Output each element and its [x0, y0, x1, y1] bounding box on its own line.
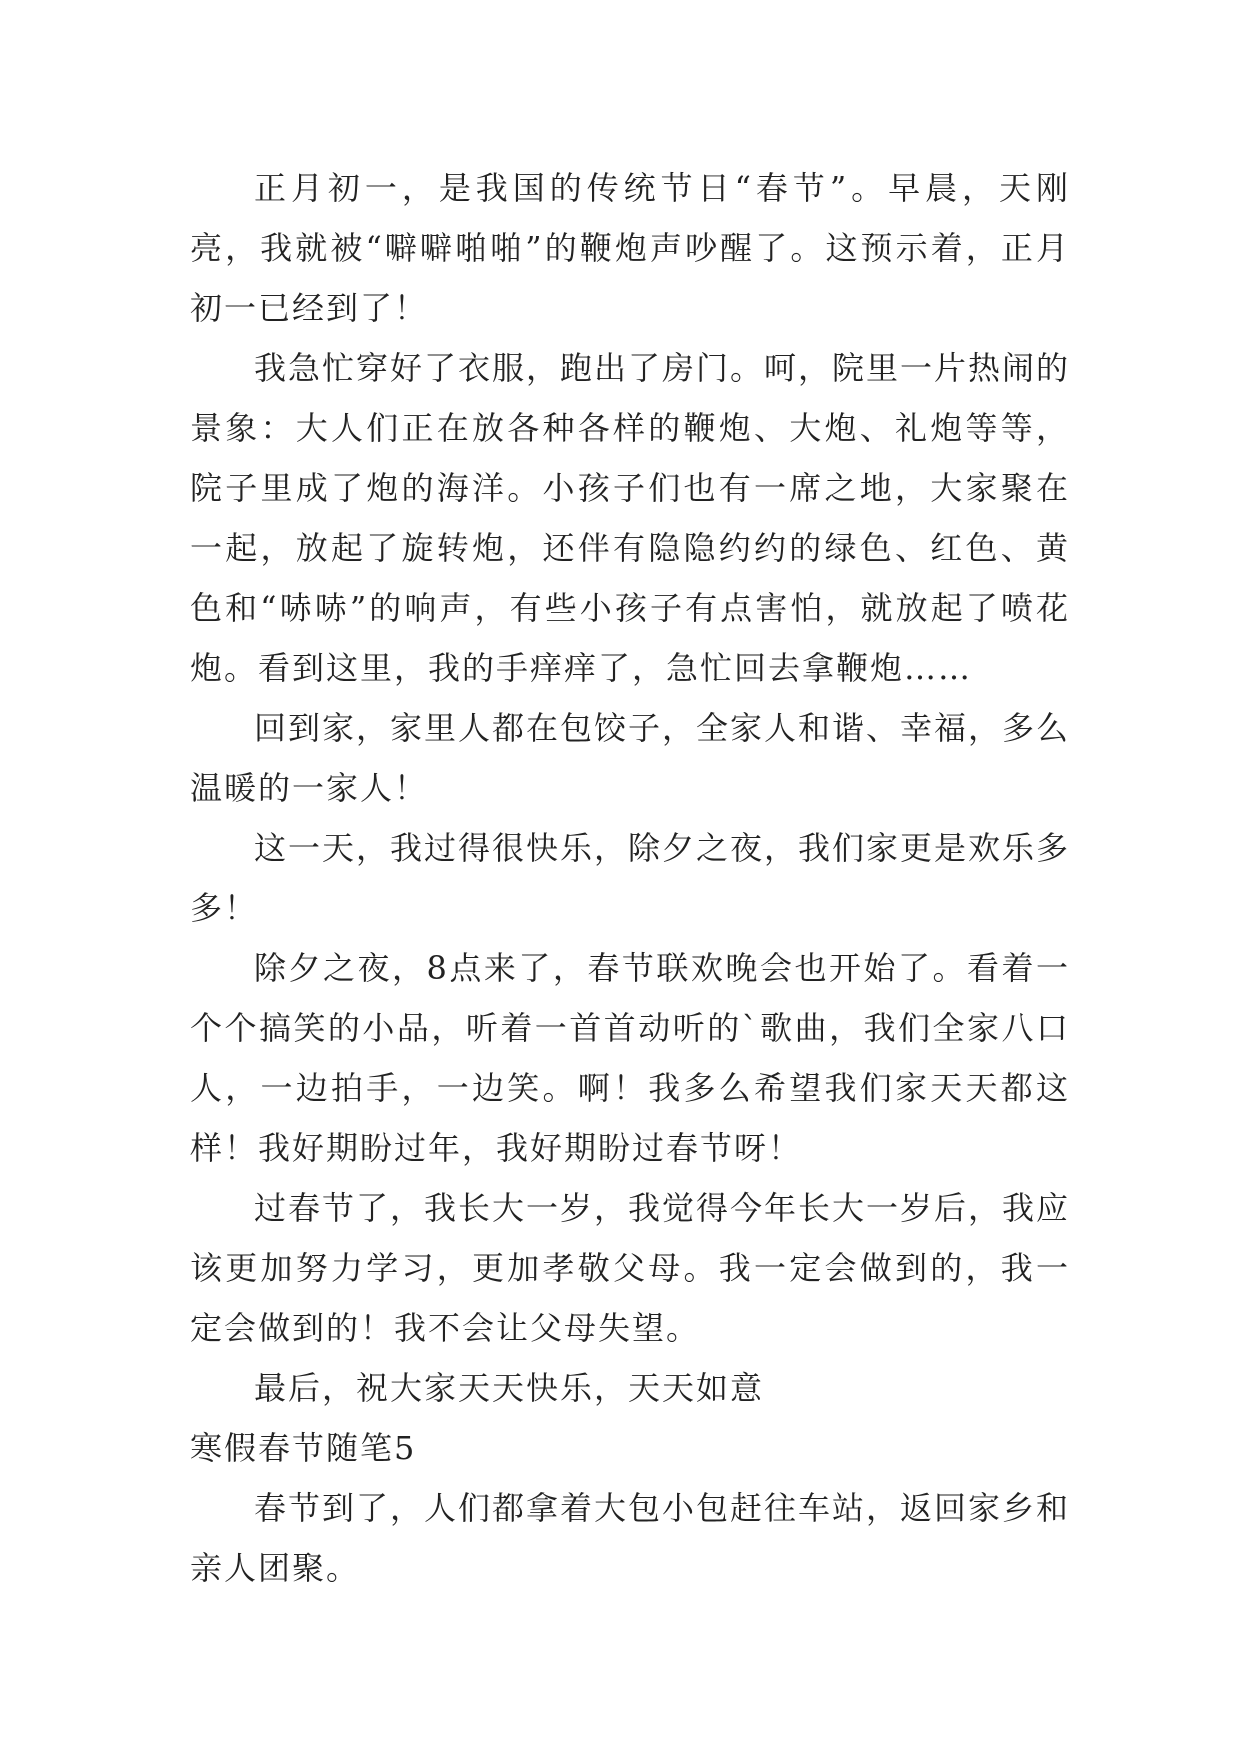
section-title: 寒假春节随笔5	[190, 1429, 417, 1467]
paragraph: 回到家，家里人都在包饺子，全家人和谐、幸福，多么温暖的一家人！	[190, 709, 1071, 807]
paragraph: 春节到了，人们都拿着大包小包赶往车站，返回家乡和亲人团聚。	[190, 1489, 1071, 1587]
paragraph: 正月初一，是我国的传统节日“春节”。早晨，天刚亮，我就被“噼噼啪啪”的鞭炮声吵醒了。这预示着，正月初一已经到了！	[190, 169, 1070, 327]
paragraph: 这一天，我过得很快乐，除夕之夜，我们家更是欢乐多多！	[190, 829, 1071, 927]
paragraph: 我急忙穿好了衣服，跑出了房门。呵，院里一片热闹的景象：大人们正在放各种各样的鞭炮、大炮、礼炮等等，院子里成了炮的海洋。小孩子们也有一席之地，大家聚在一起，放起了旋转炮，还伴有隐隐约约的绿色、红色、黄色和“哧哧”的响声，有些小孩子有点害怕，就放起了喷花炮。看到这里，我的手痒痒了，急忙回去拿鞭炮……	[190, 349, 1071, 687]
document-body	[190, 158, 1070, 1598]
paragraph: 过春节了，我长大一岁，我觉得今年长大一岁后，我应该更加努力学习，更加孝敬父母。我一定会做到的，我一定会做到的！我不会让父母失望。	[190, 1189, 1071, 1347]
paragraph: 除夕之夜，8点来了，春节联欢晚会也开始了。看着一个个搞笑的小品，听着一首首动听的`歌曲，我们全家八口人，一边拍手，一边笑。啊！我多么希望我们家天天都这样！我好期盼过年，我好期盼过春节呀！	[190, 949, 1070, 1167]
paragraph: 最后，祝大家天天快乐，天天如意	[254, 1369, 765, 1407]
